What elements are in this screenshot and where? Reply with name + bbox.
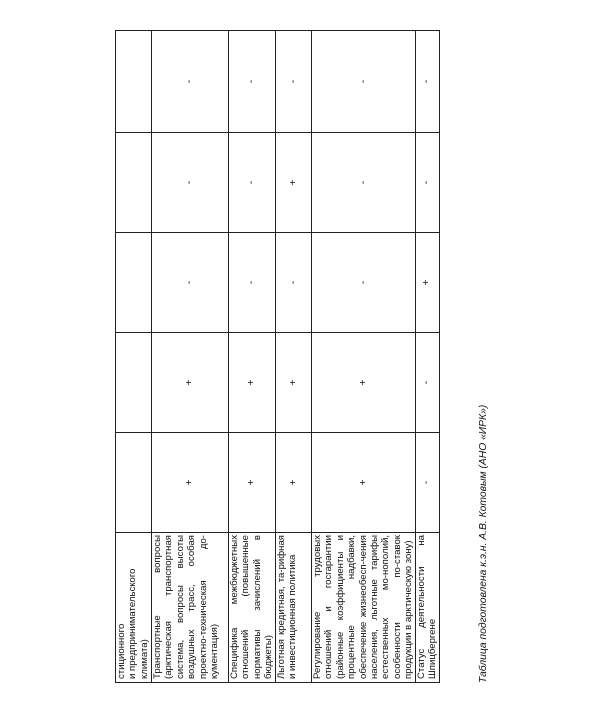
- row-label-budget: Специфика межбюджетных отношений (повышенные нормативы зачислений в бюджеты): [229, 533, 276, 683]
- table-cell: +: [229, 333, 276, 433]
- table-cell: [116, 333, 152, 433]
- table-row: [276, 31, 312, 683]
- row-label-credit: Льготная кредитная, та-рифная и инвестиционная политика: [276, 533, 312, 683]
- table-cell: -: [415, 133, 439, 233]
- table-cell: +: [276, 133, 312, 233]
- table-cell: -: [229, 233, 276, 333]
- table-caption: Таблица подготовлена к.э.н. А.В. Котовым (АНО «ИРК»): [478, 404, 489, 683]
- table-cell: +: [152, 333, 229, 433]
- row-label-transport: Транспортные вопросы (арктическая транспортная система, вопросы высоты воздушных трасс, особая проектно-техническая до-кументация): [152, 533, 229, 683]
- table-cell: -: [152, 233, 229, 333]
- table-cell: [116, 233, 152, 333]
- table-cell: +: [312, 433, 416, 533]
- table-cell: [116, 433, 152, 533]
- table-cell: [116, 31, 152, 133]
- table-cell: -: [415, 333, 439, 433]
- table-cell: +: [312, 333, 416, 433]
- table-cell: +: [276, 333, 312, 433]
- table-cell: +: [152, 433, 229, 533]
- row-label-climate: стиционного и предпринимательского климата): [116, 533, 152, 683]
- comparison-table: [115, 30, 440, 683]
- table-cell: +: [229, 433, 276, 533]
- rotated-table-wrapper: [115, 31, 439, 683]
- table-row: [152, 31, 229, 683]
- table-row: [312, 31, 416, 683]
- table-cell: -: [152, 31, 229, 133]
- row-label-labor: Регулирование трудовых отношений и госгарантии (районные коэффициенты и процентные надбавки, обеспечение жизнеобесп-чения населения, льготные тарифы естественных мо-нополий, особенности по-ставок продукции в арктическую зону): [312, 533, 416, 683]
- row-label-spitsbergen: Статус деятельности на Шпицбергене: [415, 533, 439, 683]
- table-cell: +: [415, 233, 439, 333]
- table-cell: -: [415, 433, 439, 533]
- table-cell: -: [276, 31, 312, 133]
- table-cell: -: [276, 233, 312, 333]
- table-cell: -: [312, 233, 416, 333]
- table-cell: +: [276, 433, 312, 533]
- table-row: [415, 31, 439, 683]
- table-row: [229, 31, 276, 683]
- table-cell: -: [312, 133, 416, 233]
- table-row: [116, 31, 152, 683]
- table-cell: -: [229, 31, 276, 133]
- table-cell: -: [312, 31, 416, 133]
- table-cell: -: [152, 133, 229, 233]
- table-cell: -: [229, 133, 276, 233]
- table-cell: [116, 133, 152, 233]
- table-cell: -: [415, 31, 439, 133]
